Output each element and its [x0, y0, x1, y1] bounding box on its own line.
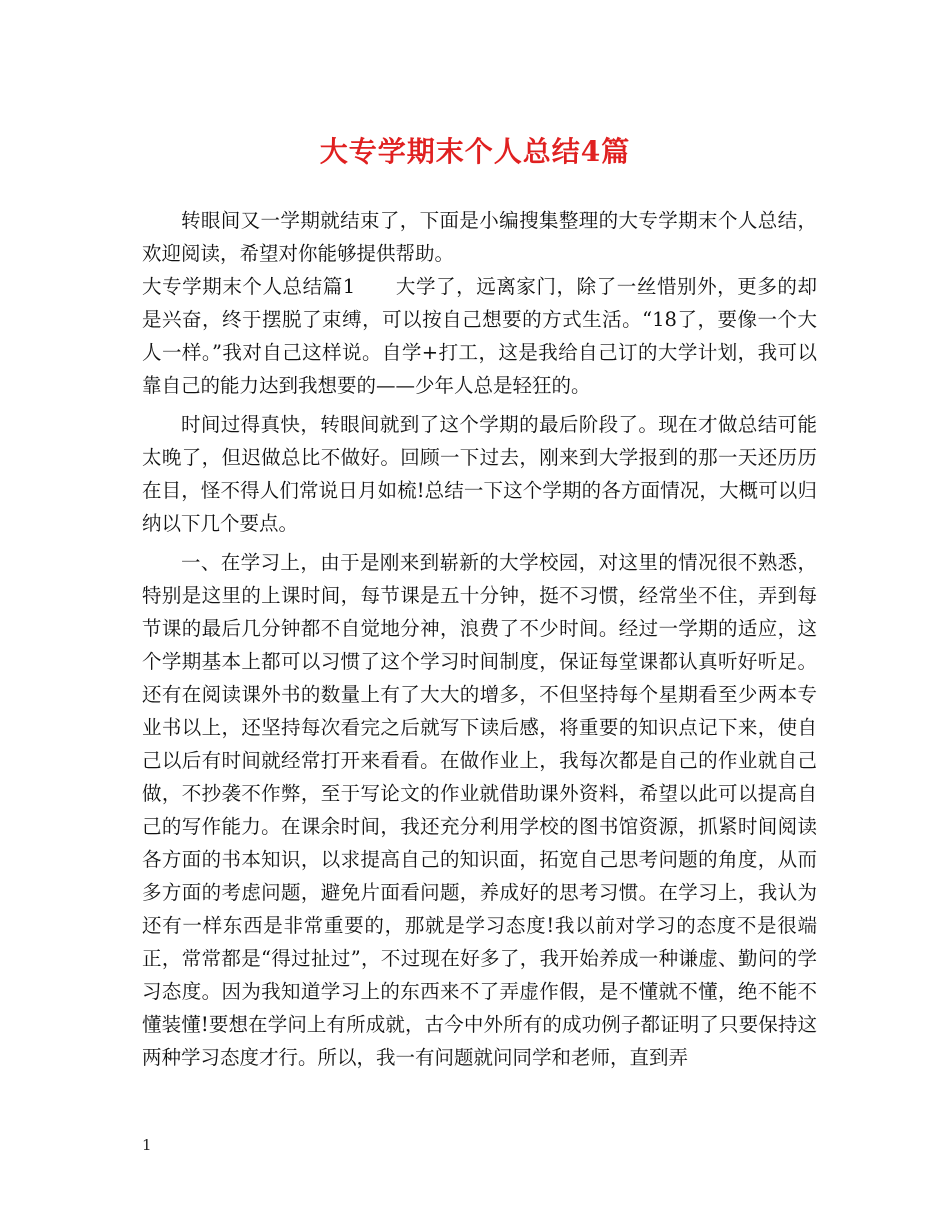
paragraph-section-1-opening: 大专学期末个人总结篇1 大学了，远离家门，除了一丝惜别外，更多的却是兴奋，终于摆脱了束缚，可以按自己想要的方式生活。“18了，要像一个大人一样。”我对自己这样说。自学+打工，这是我给自己订的大学计划，我可以靠自己的能力达到我想要的——少年人总是轻狂的。	[142, 275, 817, 397]
page-number: 1	[142, 1136, 152, 1154]
document-title: 大专学期末个人总结4篇	[319, 135, 631, 168]
paragraph-study: 一、在学习上，由于是刚来到崭新的大学校园，对这里的情况很不熟悉，特别是这里的上课时间，每节课是五十分钟，挺不习惯，经常坐不住，弄到每节课的最后几分钟都不自觉地分神，浪费了不少时间。经过一学期的适应，这个学期基本上都可以习惯了这个学习时间制度，保证每堂课都认真听好听足。还有在阅读课外书的数量上有了大大的增多，不但坚持每个星期看至少两本专业书以上，还坚持每次看完之后就写下读后感，将重要的知识点记下来，使自己以后有时间就经常打开来看看。在做作业上，我每次都是自己的作业就自己做，不抄袭不作弊，至于写论文的作业就借助课外资料，希望以此可以提高自己的写作能力。在课余时间，我还充分利用学校的图书馆资源，抓紧时间阅读各方面的书本知识，以求提高自己的知识面，拓宽自己思考问题的角度，从而多方面的考虑问题，避免片面看问题，养成好的思考习惯。在学习上，我认为还有一样东西是非常重要的，那就是学习态度!我以前对学习的态度不是很端正，常常都是“得过扯过”，不过现在好多了，我开始养成一种谦虚、勤问的学习态度。因为我知道学习上的东西来不了弄虚作假，是不懂就不懂，绝不能不懂装懂!要想在学问上有所成就，古今中外所有的成功例子都证明了只要保持这两种学习态度才行。所以，我一有问题就问同学和老师，直到弄	[142, 551, 817, 1069]
paragraph-intro: 转眼间又一学期就结束了，下面是小编搜集整理的大专学期末个人总结，欢迎阅读，希望对你能够提供帮助。	[142, 209, 817, 265]
document-body	[142, 204, 817, 1074]
paragraph-time-review: 时间过得真快，转眼间就到了这个学期的最后阶段了。现在才做总结可能太晚了，但迟做总比不做好。回顾一下过去，刚来到大学报到的那一天还历历在目，怪不得人们常说日月如梳!总结一下这个学期的各方面情况，大概可以归纳以下几个要点。	[142, 413, 817, 535]
